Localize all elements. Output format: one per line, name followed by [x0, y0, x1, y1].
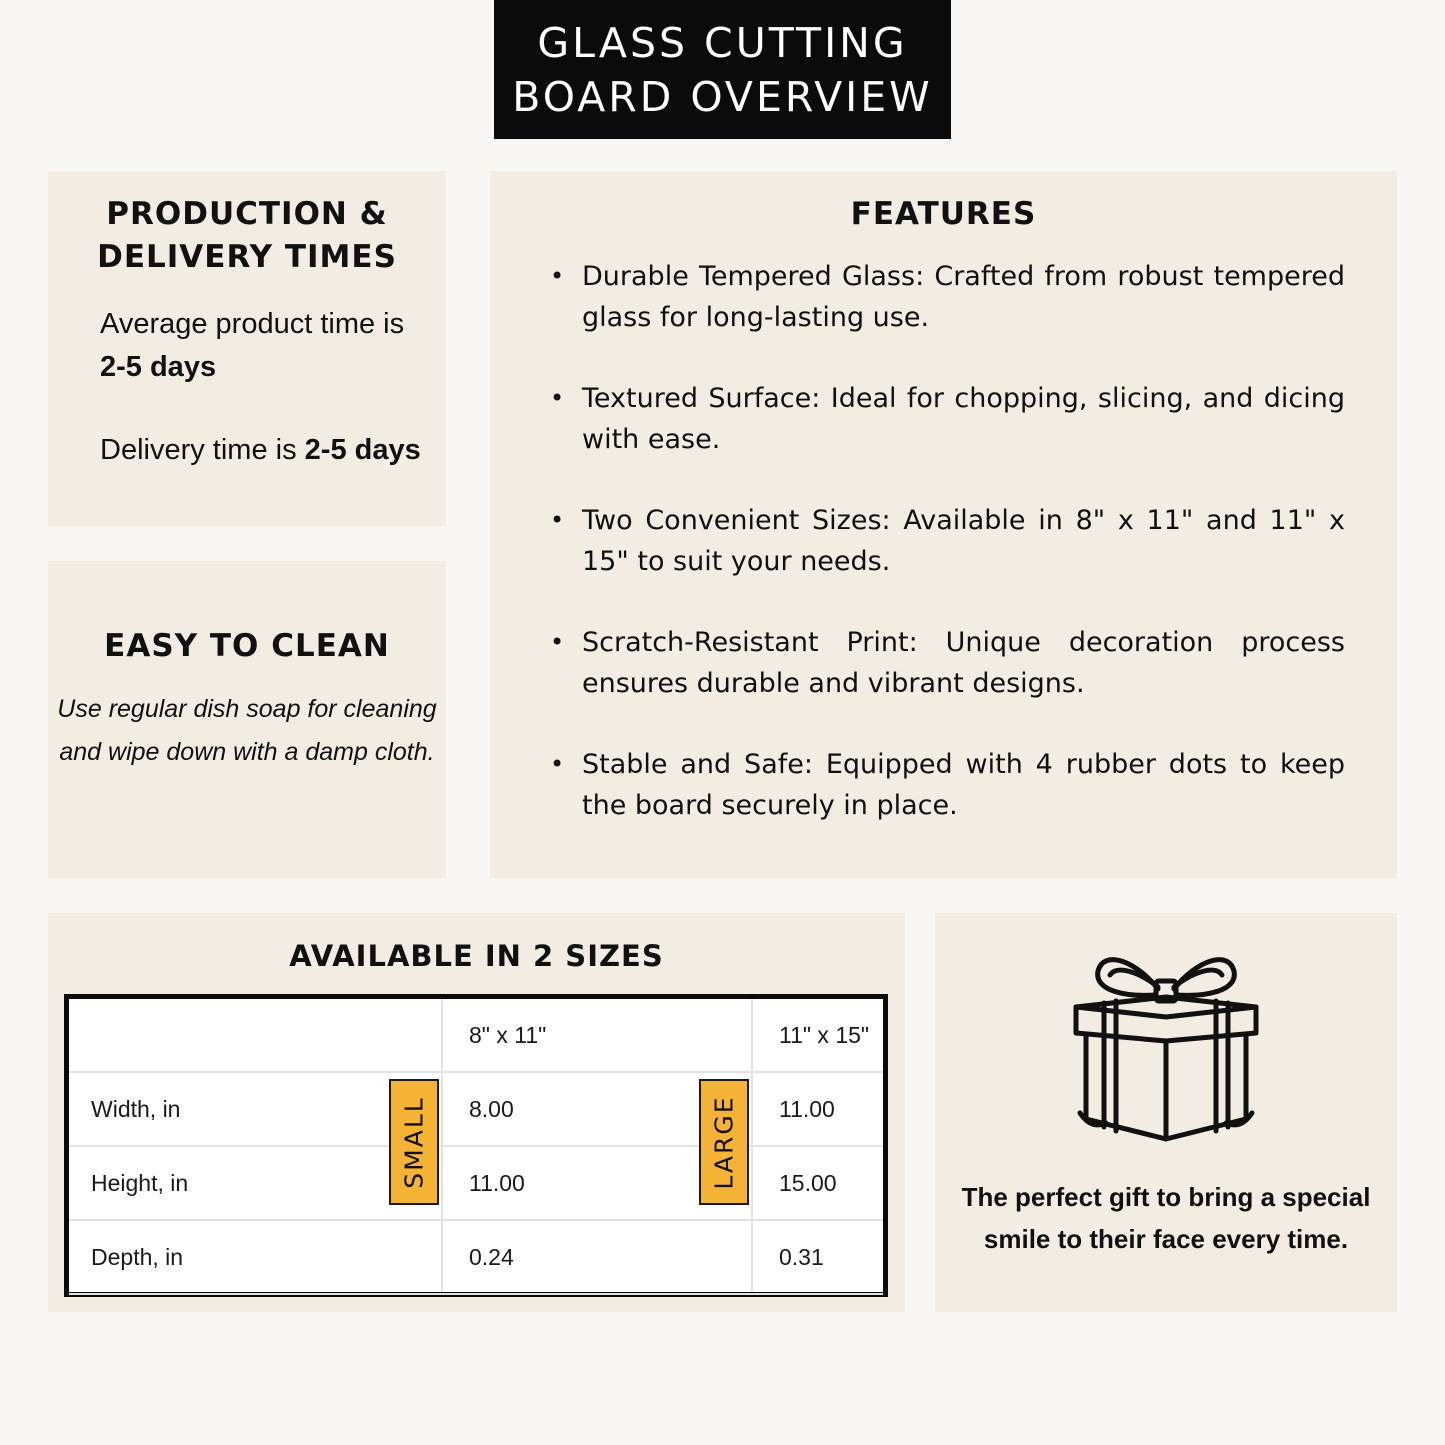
large-value: 0.31	[779, 1243, 824, 1270]
delivery-time	[100, 429, 426, 472]
large-size-tag	[699, 1079, 749, 1205]
feature-item: • Durable Tempered Glass: Crafted from robust tempered glass for long-lasting use.	[582, 256, 1345, 338]
sizes-panel	[48, 913, 905, 1312]
production-title-line-2: DELIVERY TIMES	[97, 239, 397, 275]
easy-to-clean-panel	[48, 561, 446, 878]
delivery-time-label: Delivery time is	[100, 434, 297, 466]
gift-caption	[945, 1176, 1387, 1260]
sizes-table	[64, 994, 888, 1297]
row-label: Width, in	[91, 1095, 181, 1122]
features-panel	[490, 171, 1397, 878]
production-body	[100, 303, 426, 472]
production-title	[48, 193, 446, 279]
large-size-tag-label: LARGE	[709, 1094, 739, 1190]
title-line-2: BOARD OVERVIEW	[512, 72, 933, 121]
small-value: 0.24	[469, 1243, 514, 1270]
large-value: 15.00	[779, 1169, 837, 1196]
table-row	[69, 1073, 883, 1147]
average-product-time-value: 2-5 days	[100, 351, 217, 383]
small-size-tag	[389, 1079, 439, 1205]
easy-to-clean-description: Use regular dish soap for cleaning and wipe down with a damp cloth.	[57, 695, 437, 766]
table-row	[69, 1147, 883, 1221]
table-row	[69, 1221, 883, 1295]
row-label: Height, in	[91, 1169, 189, 1196]
feature-item: • Textured Surface: Ideal for chopping, slicing, and dicing with ease.	[582, 378, 1345, 460]
gift-caption-line-2: smile to their face every time.	[983, 1224, 1349, 1254]
small-size-tag-label: SMALL	[399, 1095, 429, 1189]
production-panel	[48, 171, 446, 526]
gift-box-icon	[1066, 941, 1266, 1151]
table-header-row	[69, 999, 883, 1073]
average-product-time	[100, 303, 426, 389]
gift-caption-line-1: The perfect gift to bring a special	[961, 1182, 1371, 1212]
row-label: Depth, in	[91, 1243, 184, 1270]
easy-to-clean-title: EASY TO CLEAN	[104, 628, 390, 664]
delivery-time-value: 2-5 days	[304, 434, 421, 466]
feature-item: • Two Convenient Sizes: Available in 8" x 11" and 11" x 15" to suit your needs.	[582, 500, 1345, 582]
small-value: 11.00	[469, 1169, 525, 1196]
page-title	[494, 0, 951, 139]
production-title-line-1: PRODUCTION &	[106, 196, 388, 232]
title-line-1: GLASS CUTTING	[537, 18, 908, 67]
small-value: 8.00	[469, 1095, 514, 1122]
feature-item: • Stable and Safe: Equipped with 4 rubber dots to keep the board securely in place.	[582, 744, 1345, 826]
header-cell-large-size: 11" x 15"	[779, 1021, 870, 1048]
feature-item: • Scratch-Resistant Print: Unique decoration process ensures durable and vibrant designs.	[582, 622, 1345, 704]
large-value: 11.00	[779, 1095, 835, 1122]
average-product-time-label: Average product time is	[100, 308, 405, 340]
gift-panel	[935, 913, 1397, 1312]
features-title: FEATURES	[850, 196, 1037, 232]
header-cell-small-size: 8" x 11"	[469, 1021, 547, 1048]
features-list	[490, 256, 1397, 826]
sizes-title: AVAILABLE IN 2 SIZES	[289, 939, 664, 973]
